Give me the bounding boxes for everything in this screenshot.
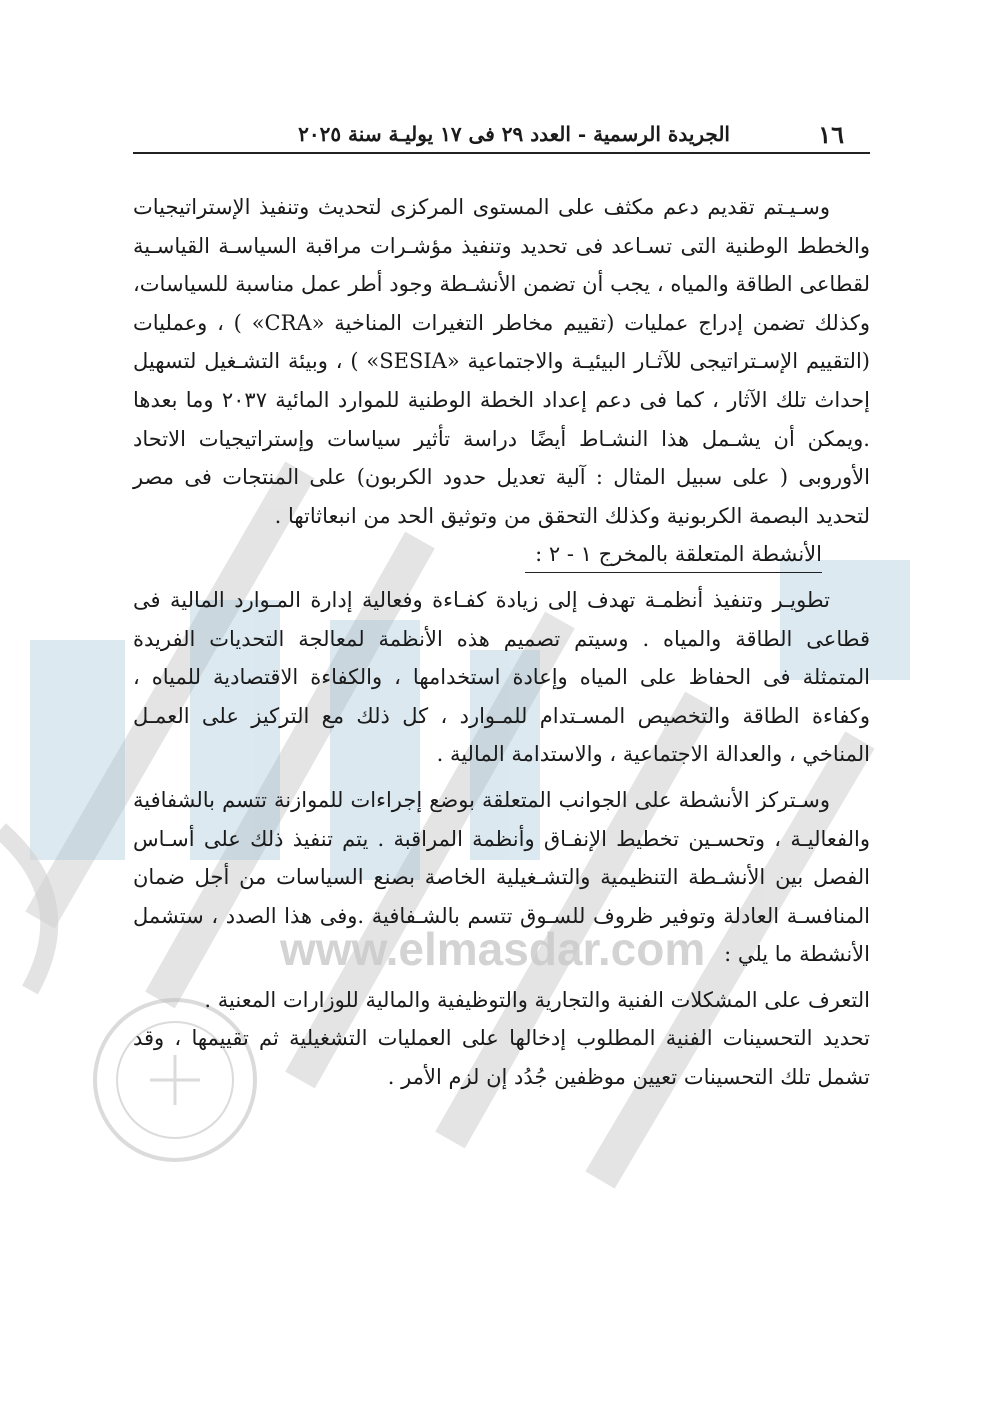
paragraph-3: وسـتركز الأنشطة على الجوانب المتعلقة بوضع إجراءات للموازنة تتسم بالشفافية والفعاليـة ، وتحسـين تخطيط الإنفـاق وأنظمة المراقبة . يتم تنفيذ ذلك على أسـاس الفصل بين الأنشـطة التنظيمية والتشـغيلية الخاصة بصنع السياسات من أجل ضمان المنافسـة العادلة وتوفير ظروف للسـوق تتسم بالشـفافية .وفى هذا الصدد ، ستشمل الأنشطة ما يلي :	[133, 787, 870, 967]
paragraph-2: تطويـر وتنفيذ أنظمـة تهدف إلى زيادة كفـاءة وفعالية إدارة المـوارد المالية فى قطاعى الطاقة والمياه . وسيتم تصميم هذه الأنظمة لمعالجة التحديات الفريدة المتمثلة فى الحفاظ على المياه وإعادة استخدامها ، والكفاءة الاقتصادية للمياه ، وكفاءة الطاقة والتخصيص المسـتدام للمـوارد ، كل ذلك مع التركيز على العمـل المناخي ، والعدالة الاجتماعية ، والاستدامة المالية .	[133, 587, 870, 767]
gazette-header-title: الجريدة الرسمية - العدد ٢٩ فى ١٧ يوليـة سنة ٢٠٢٥	[298, 122, 730, 146]
section-heading: الأنشطة المتعلقة بالمخرج ١ - ٢ :	[525, 536, 822, 573]
page-number: ١٦	[818, 120, 844, 149]
watermark-site-text: www.elmasdar.com	[280, 923, 706, 975]
page-header	[133, 112, 870, 154]
page-body	[133, 188, 870, 1097]
bullet-item-1: التعرف على المشكلات الفنية والتجارية والتوظيفية والمالية للوزارات المعنية .	[204, 987, 870, 1012]
bullet-item-2: تحديد التحسينات الفنية المطلوب إدخالها على العمليات التشغيلية ثم تقييمها ، وقد تشمل تلك التحسينات تعيين موظفين جُدُد إن لزم الأمر .	[133, 1026, 870, 1090]
paragraph-1: وسـيـتم تقديم دعم مكثف على المستوى المركزى لتحديث وتنفيذ الإستراتيجيات والخطط الوطنية التى تسـاعد فى تحديد وتنفيذ مؤشـرات مراقبة السياسـة القياسـية لقطاعى الطاقة والمياه ، يجب أن تضمن الأنشـطة وجود أطر عمل مناسبة للسياسات، وكذلك تضمن إدراج عمليات (تقييم مخاطر التغيرات المناخية «CRA» ) ، وعمليات (التقييم الإسـتراتيجى للآثـار البيئيـة والاجتماعية «SESIA» ) ، وبيئة التشـغيل لتسهيل إحداث تلك الآثار ، كما فى دعم إعداد الخطة الوطنية للموارد المائية ٢٠٣٧ وما بعدها .ويمكن أن يشـمل هذا النشـاط أيضًا دراسة تأثير سياسات وإستراتيجيات الاتحاد الأوروبى ( على سبيل المثال : آلية تعديل حدود الكربون) على المنتجات فى مصر لتحديد البصمة الكربونية وكذلك التحقق من وتوثيق الحد من انبعاثاتها .	[133, 195, 870, 528]
